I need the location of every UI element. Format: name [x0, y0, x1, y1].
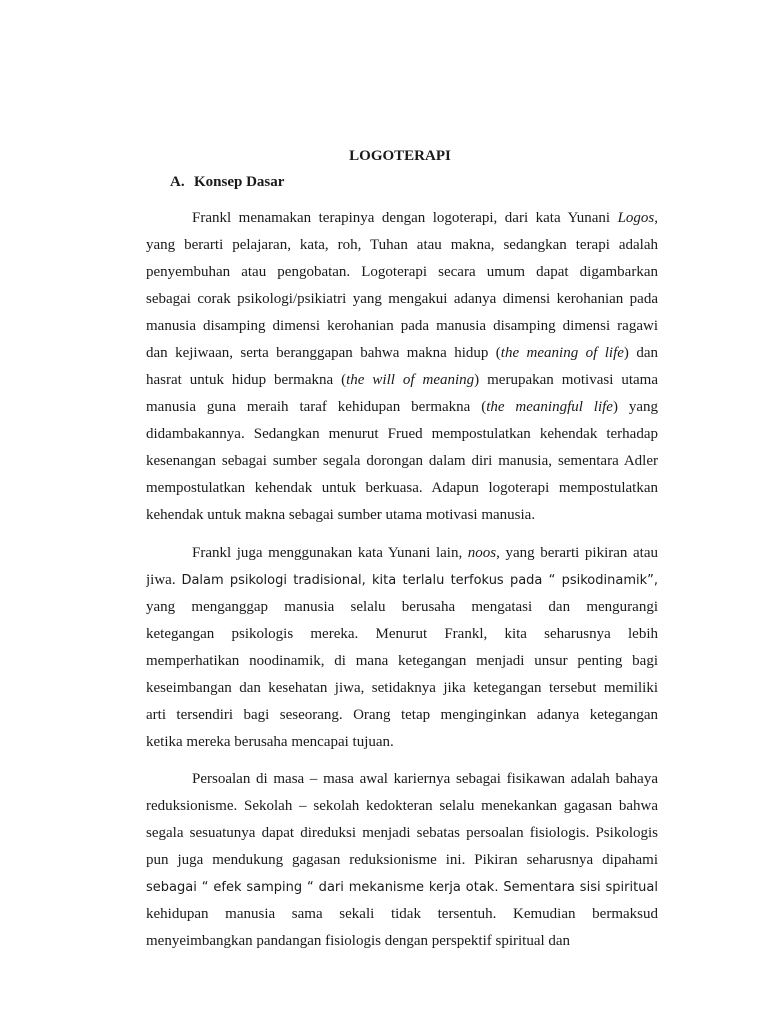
text-line: Frankl juga menggunakan kata Yunani lain, noos, yang berarti pikiran atau [192, 545, 658, 561]
text-line: yang berarti pelajaran, kata, roh, Tuhan atau makna, sedangkan terapi adalah [146, 237, 658, 253]
text-line: segala sesuatunya dapat direduksi menjadi sebatas persoalan fisiologis. Psikologis [146, 825, 658, 841]
italic-term: the meaningful life [486, 399, 613, 415]
text-line [146, 874, 658, 901]
italic-term: the will of meaning [346, 372, 475, 388]
text-line: memperhatikan noodinamik, di mana ketegangan menjadi unsur penting bagi [146, 653, 658, 669]
italic-term: Logos [617, 210, 655, 226]
section-heading [170, 174, 284, 191]
italic-term: noos [467, 545, 497, 561]
text-line: sebagai corak psikologi/psikiatri yang mengakui adanya dimensi kerohanian pada [146, 291, 658, 307]
text-line: ketegangan psikologis mereka. Menurut Frankl, kita seharusnya lebih [146, 626, 658, 642]
paragraph-3 [146, 766, 658, 955]
paragraph-2 [146, 540, 658, 756]
section-title: Konsep Dasar [194, 174, 285, 190]
text-line: keseimbangan dan kesehatan jiwa, setidaknya jika ketegangan tersebut memiliki [146, 680, 658, 696]
alt-font-text: sebagai “ efek samping “ dari mekanisme kerja otak. Sementara sisi spiritual [146, 880, 658, 895]
text-line: ketika mereka berusaha mencapai tujuan. [146, 734, 394, 750]
text-line: menyeimbangkan pandangan fisiologis dengan perspektif spiritual dan [146, 933, 571, 949]
text-line: reduksionisme. Sekolah – sekolah kedokteran selalu menekankan gagasan bahwa [146, 798, 658, 814]
text-line: penyembuhan atau pengobatan. Logoterapi secara umum dapat digambarkan [146, 264, 658, 280]
text-line: kehendak untuk makna sebagai sumber utama motivasi manusia. [146, 507, 536, 523]
section-number: A. [170, 174, 185, 190]
text-line: jiwa. Dalam psikologi tradisional, kita terlalu terfokus pada “ psikodinamik”, [146, 572, 658, 588]
text-line: kehidupan manusia sama sekali tidak tersentuh. Kemudian bermaksud [146, 906, 658, 922]
paragraph-1 [146, 205, 658, 529]
text-line: manusia guna meraih taraf kehidupan bermakna (the meaningful life) yang [146, 399, 658, 415]
text-line: arti tersendiri bagi seseorang. Orang tetap menginginkan adanya ketegangan [146, 707, 658, 723]
text-line: hasrat untuk hidup bermakna (the will of meaning) merupakan motivasi utama [146, 372, 658, 388]
alt-font-text: Dalam psikologi tradisional, kita terlalu terfokus pada “ psikodinamik”, [181, 573, 658, 588]
text-line: Frankl menamakan terapinya dengan logoterapi, dari kata Yunani Logos, [192, 210, 658, 226]
text-line: manusia disamping dimensi kerohanian pada manusia disamping dimensi ragawi [146, 318, 658, 334]
text-line: kesenangan sebagai sumber segala dorongan dalam diri manusia, sementara Adler [146, 453, 658, 469]
page-title: LOGOTERAPI [349, 148, 451, 164]
text-line: mempostulatkan kehendak untuk berkuasa. Adapun logoterapi mempostulatkan [146, 480, 658, 496]
text-line: didambakannya. Sedangkan menurut Frued mempostulatkan kehendak terhadap [146, 426, 658, 442]
text-line: Persoalan di masa – masa awal kariernya sebagai fisikawan adalah bahaya [192, 771, 658, 787]
text-line: pun juga mendukung gagasan reduksionisme ini. Pikiran seharusnya dipahami [146, 852, 658, 868]
text-line: dan kejiwaan, serta beranggapan bahwa makna hidup (the meaning of life) dan [146, 345, 658, 361]
text-line: yang menganggap manusia selalu berusaha mengatasi dan mengurangi [146, 599, 658, 615]
italic-term: the meaning of life [500, 345, 624, 361]
